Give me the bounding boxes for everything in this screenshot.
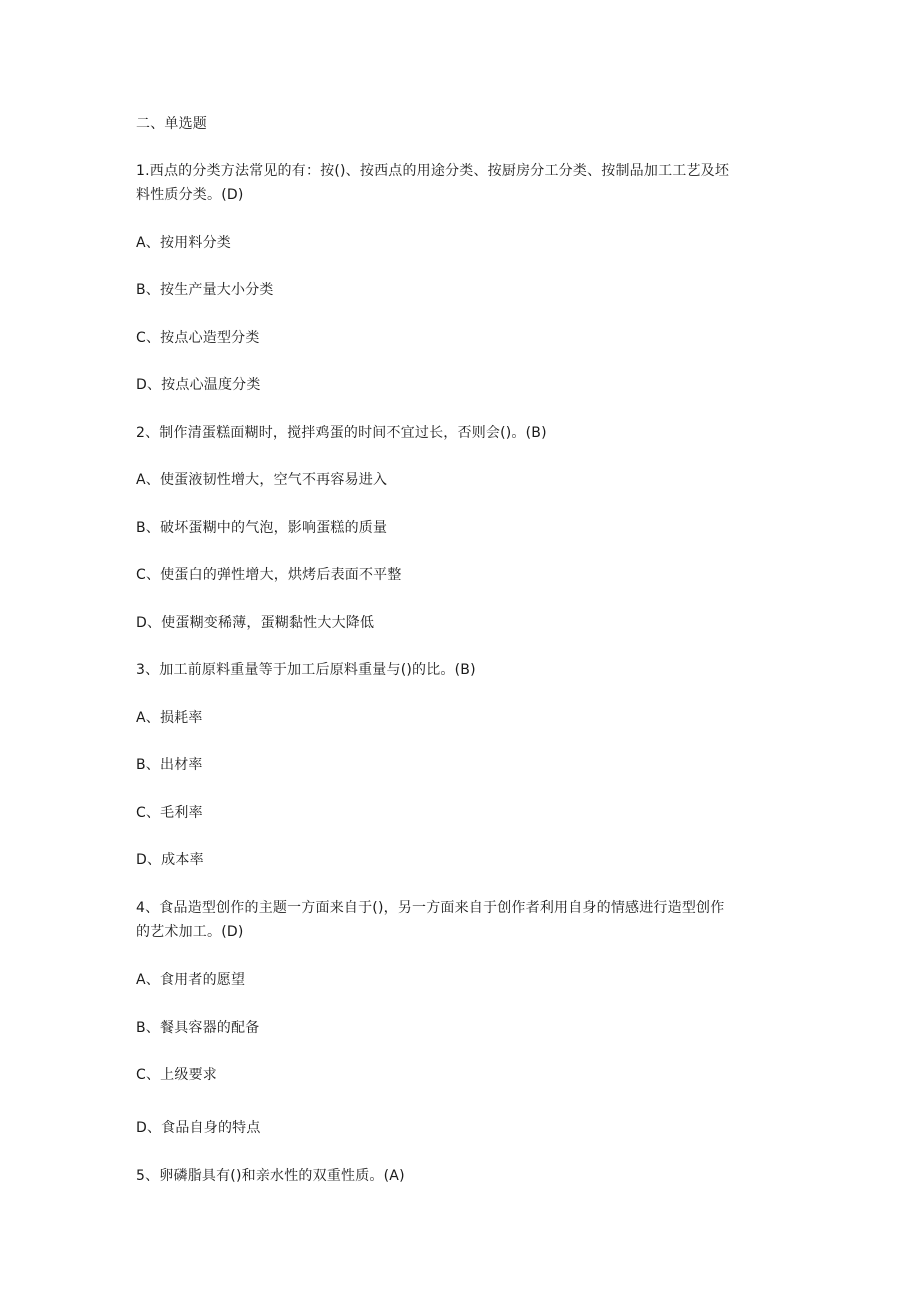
question-4-option-c: C、上级要求 — [136, 1067, 217, 1083]
question-4-option-d: D、食品自身的特点 — [136, 1120, 261, 1136]
question-1-option-c: C、按点心造型分类 — [136, 330, 260, 346]
question-2-option-d: D、使蛋糊变稀薄，蛋糊黏性大大降低 — [136, 615, 375, 631]
question-3-option-c: C、毛利率 — [136, 805, 203, 821]
question-1-option-b: B、按生产量大小分类 — [136, 282, 274, 298]
question-2-option-a: A、使蛋液韧性增大，空气不再容易进入 — [136, 472, 388, 488]
question-2-stem: 2、制作清蛋糕面糊时，搅拌鸡蛋的时间不宜过长，否则会()。(B) — [136, 425, 547, 441]
question-2-option-b: B、破坏蛋糊中的气泡，影响蛋糕的质量 — [136, 520, 388, 536]
question-2-option-c: C、使蛋白的弹性增大，烘烤后表面不平整 — [136, 567, 402, 583]
question-5-stem: 5、卵磷脂具有()和亲水性的双重性质。(A) — [136, 1168, 405, 1184]
question-3-stem: 3、加工前原料重量等于加工后原料重量与()的比。(B) — [136, 662, 476, 678]
question-1-stem-line-1: 1.西点的分类方法常见的有：按()、按西点的用途分类、按厨房分工分类、按制品加工工艺及坯 — [136, 163, 730, 179]
question-3-option-d: D、成本率 — [136, 852, 204, 868]
question-4-stem-line-1: 4、食品造型创作的主题一方面来自于()，另一方面来自于创作者利用自身的情感进行造型创作 — [136, 900, 725, 916]
question-4-option-a: A、食用者的愿望 — [136, 972, 246, 988]
section-title: 二、单选题 — [136, 116, 207, 132]
question-1-stem-line-2: 料性质分类。(D) — [136, 187, 244, 203]
question-3-option-a: A、损耗率 — [136, 710, 203, 726]
question-1-option-a: A、按用料分类 — [136, 235, 231, 251]
question-4-option-b: B、餐具容器的配备 — [136, 1020, 260, 1036]
question-1-option-d: D、按点心温度分类 — [136, 377, 261, 393]
question-3-option-b: B、出材率 — [136, 757, 203, 773]
question-4-stem-line-2: 的艺术加工。(D) — [136, 924, 244, 940]
